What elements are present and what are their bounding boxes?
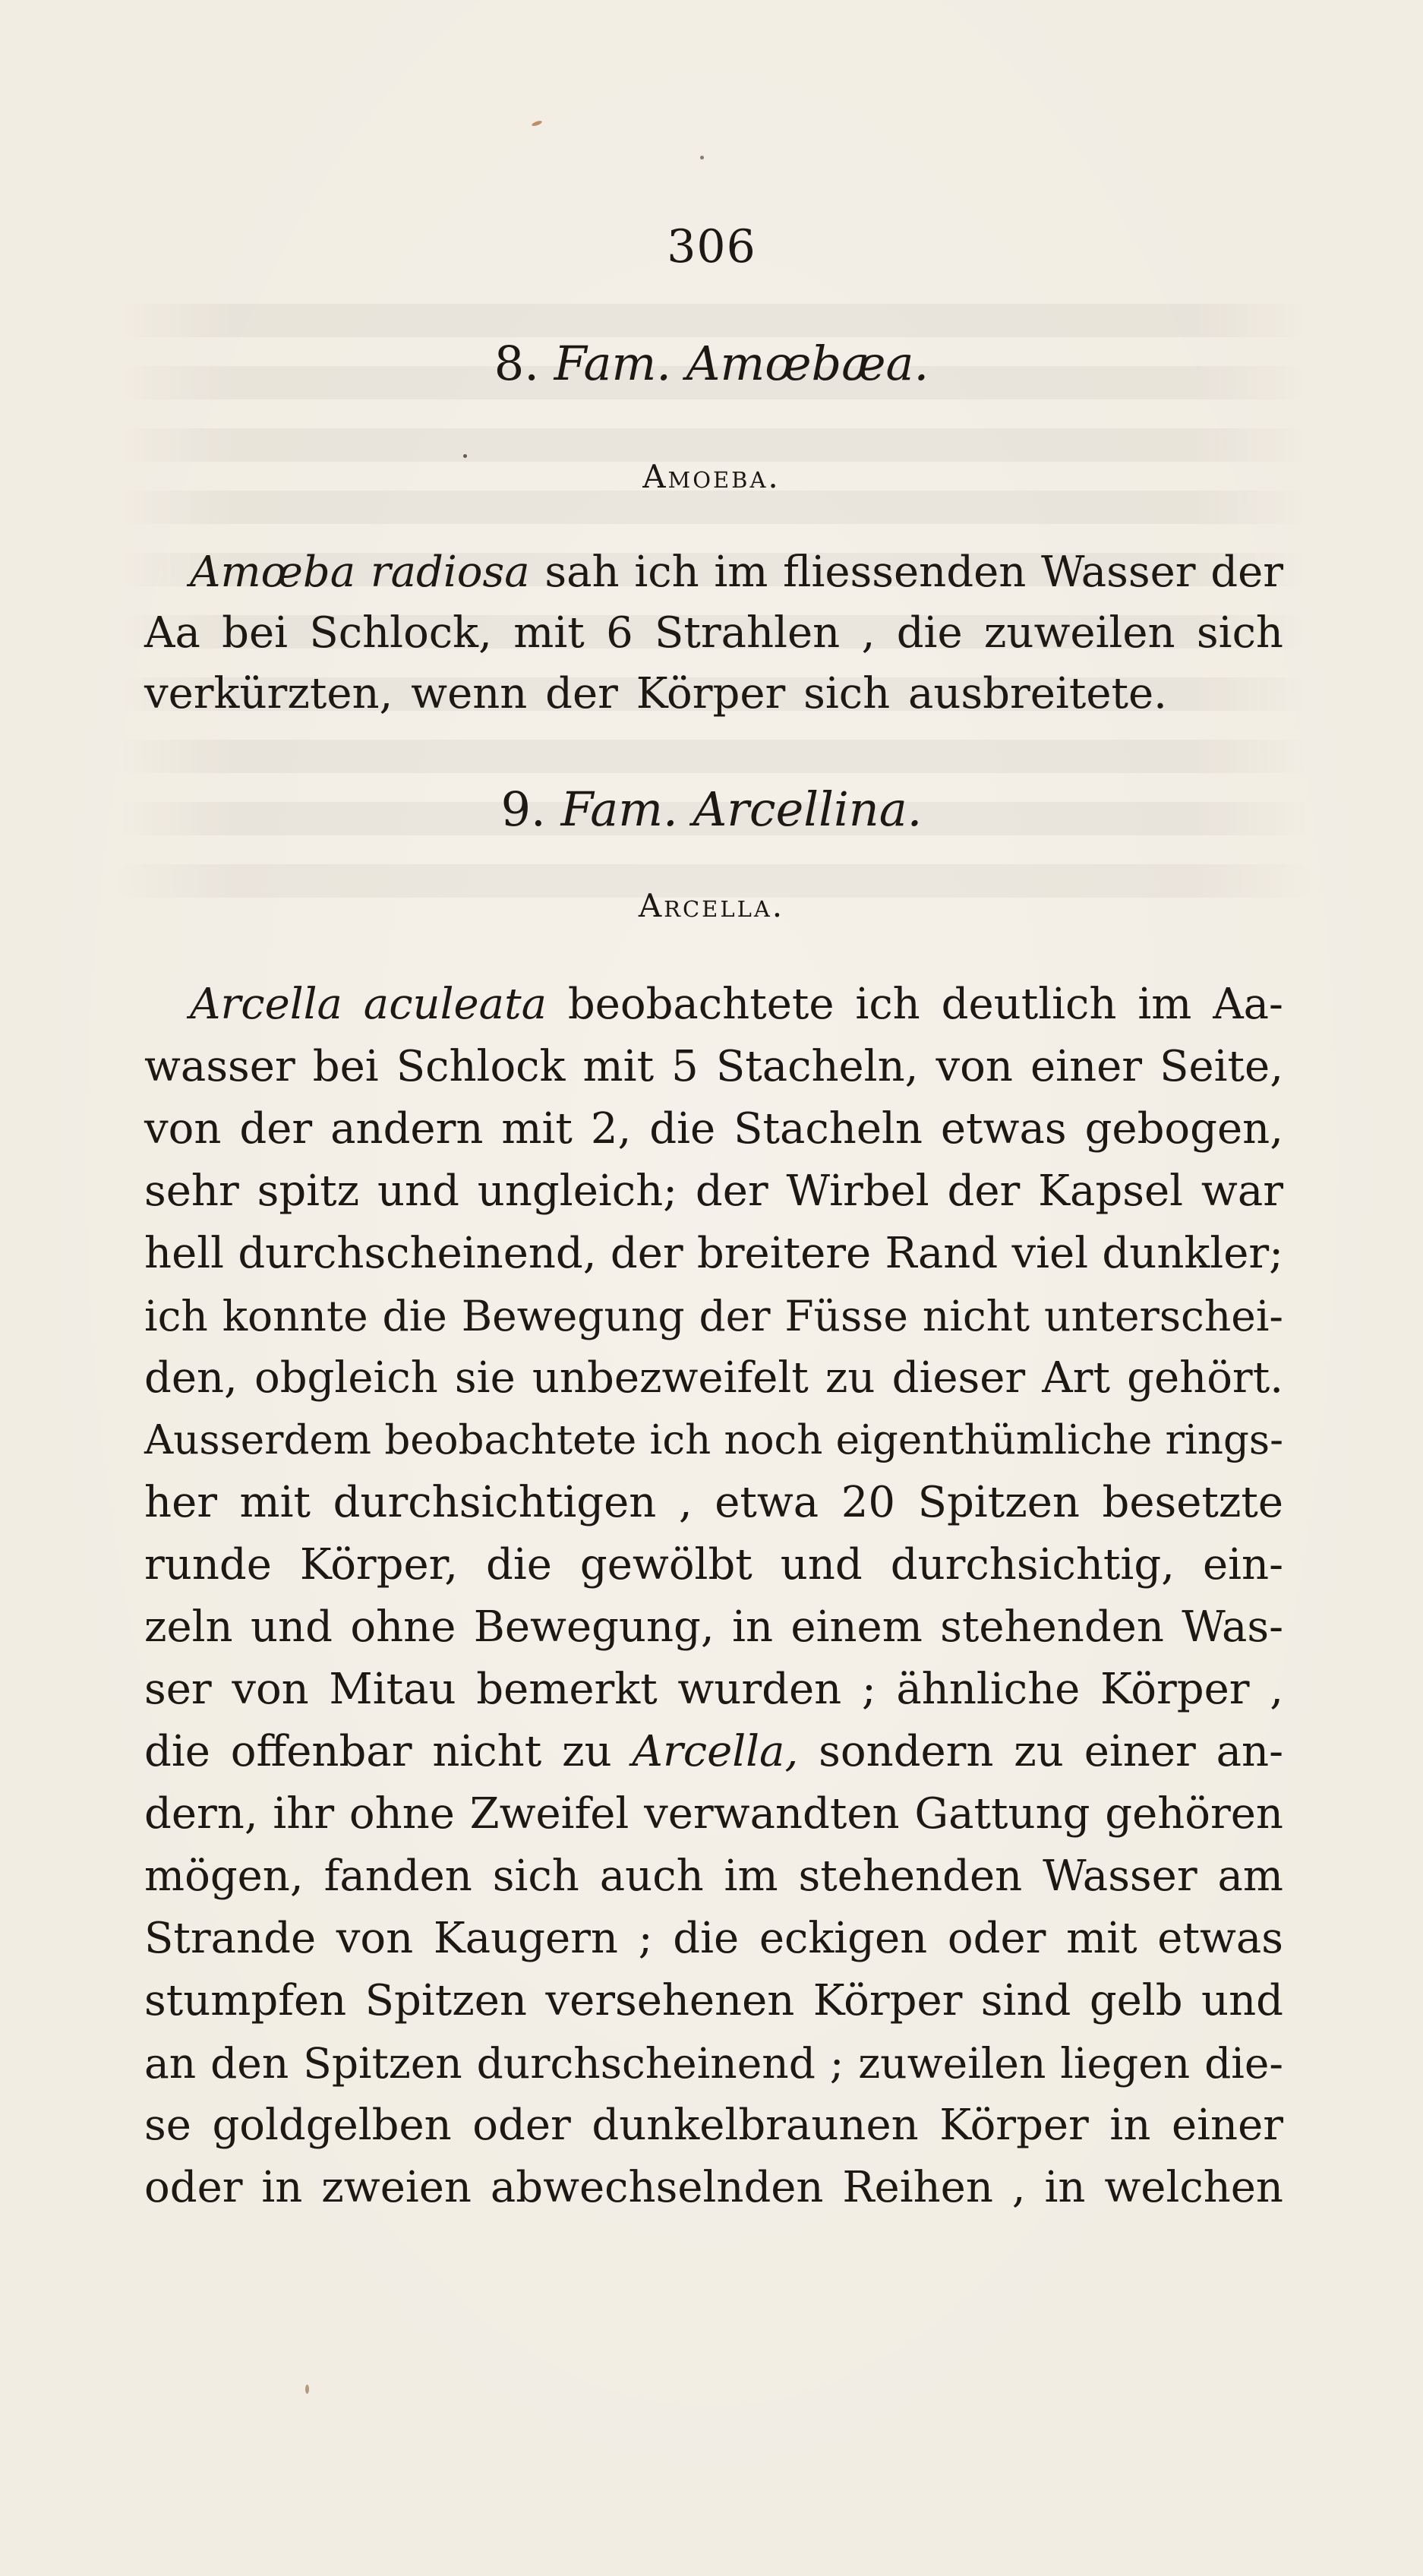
text-line: runde Körper, die gewölbt und durchsichtig, ein- [144,1540,1283,1589]
text-line: stumpfen Spitzen versehenen Körper sind gelb und [144,1976,1283,2025]
text-line: von der andern mit 2, die Stacheln etwas gebogen, [144,1104,1283,1154]
text-line: hell durchscheinend, der breitere Rand viel dunkler; [144,1229,1283,1278]
text-line [144,663,1283,725]
page-number: 306 [667,220,756,273]
family-heading-arcellina [0,778,1423,841]
family-heading-amoebaea [0,333,1423,395]
text-line: Strande von Kaugern ; die eckigen oder mit etwas [144,1914,1283,1963]
paper-fleck [305,2385,309,2394]
text-line [190,541,1283,604]
paper-fleck [700,156,704,159]
genus-heading-amoeba: Amoeba. [642,458,781,495]
genus-heading-arcella: Arcella. [638,887,785,924]
family-name: Amœbæa. [686,336,929,391]
text-line: dern, ihr ohne Zweifel verwandten Gattung gehören [144,1789,1283,1839]
line-text: sah ich im fliessenden Wasser der [544,548,1283,597]
text-line: mögen, fanden sich auch im stehenden Wasser am [144,1852,1283,1901]
species-name: Arcella aculeata [190,980,547,1029]
line-text: die offenbar nicht zu [144,1727,612,1776]
family-name: Arcellina. [693,781,923,837]
genus-name: Arcella, [632,1727,799,1776]
text-line: zeln und ohne Bewegung, in einem stehenden Was- [144,1602,1283,1652]
text-line: wasser bei Schlock mit 5 Stacheln, von einer Seite, [144,1042,1283,1091]
line-text: verkürzten, wenn der Körper sich ausbreitete. [144,669,1167,718]
text-line: oder in zweien abwechselnden Reihen , in welchen [144,2163,1283,2212]
text-line: her mit durchsichtigen , etwa 20 Spitzen besetzte [144,1478,1283,1527]
family-label: Fam. [560,781,678,837]
line-text: beobachtete ich deutlich im Aa- [567,980,1283,1029]
paper-fleck [532,120,543,127]
species-name: Amœba radiosa [190,548,530,597]
family-number: 8. [494,336,539,391]
family-label: Fam. [554,336,671,391]
text-line: sehr spitz und ungleich; der Wirbel der Kapsel war [144,1166,1283,1216]
text-line [144,1721,1283,1783]
text-line: an den Spitzen durchscheinend ; zuweilen liegen die- [144,2039,1283,2088]
text-line: ser von Mitau bemerkt wurden ; ähnliche Körper , [144,1665,1283,1714]
line-text: sondern zu einer an- [819,1727,1283,1776]
text-line [190,974,1283,1036]
family-number: 9. [500,781,546,837]
text-line: den, obgleich sie unbezweifelt zu dieser Art gehört. [144,1353,1283,1403]
text-line: Aa bei Schlock, mit 6 Strahlen , die zuweilen sich [144,608,1283,658]
text-line: se goldgelben oder dunkelbraunen Körper in einer [144,2101,1283,2150]
text-line: ich konnte die Bewegung der Füsse nicht unterschei- [144,1292,1283,1340]
text-line: Ausserdem beobachtete ich noch eigenthümliche rings- [144,1417,1283,1463]
